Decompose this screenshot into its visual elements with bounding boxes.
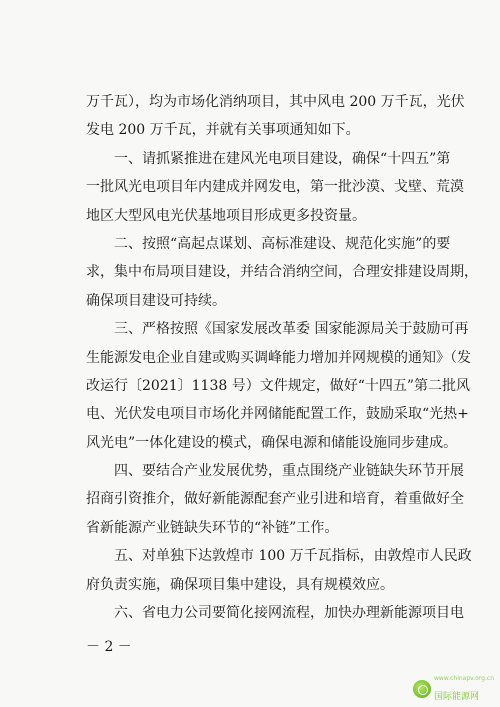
text-line: 一批风光电项目年内建成并网发电，第一批沙漠、戈壁、荒漠 xyxy=(86,179,464,195)
paragraph-6-start: 六、省电力公司要简化接网流程，加快办理新能源项目电 xyxy=(114,605,464,621)
text-line: 招商引资推介，做好新能源配套产业引进和培育，着重做好全 xyxy=(86,491,464,507)
text-line: 求，集中布局项目建设，并结合消纳空间，合理安排建设周期， xyxy=(86,264,478,280)
watermark-url: www.chinapv.org.cn xyxy=(434,675,494,682)
text-line: 风光电”一体化建设的模式，确保电源和储能设施同步建成。 xyxy=(86,435,458,451)
text-line: 改运行〔2021〕1138 号）文件规定，做好“十四五”第二批风 xyxy=(86,378,471,394)
globe-logo-icon xyxy=(413,680,431,698)
paragraph-5-start: 五、对单独下达敦煌市 100 万千瓦指标，由敦煌市人民政 xyxy=(114,548,472,564)
watermark-site-name: 国际能源网 xyxy=(434,692,480,702)
paragraph-4-start: 四、要结合产业发展优势，重点围绕产业链缺失环节开展 xyxy=(114,463,464,479)
paragraph-1-start: 一、请抓紧推进在建风光电项目建设，确保“十四五”第 xyxy=(114,151,451,167)
page-number: － 2 － xyxy=(86,639,132,655)
watermark-text xyxy=(434,674,494,703)
paragraph-2-start: 二、按照“高起点谋划、高标准建设、规范化实施”的要 xyxy=(114,236,451,252)
text-line: 地区大型风电光伏基地项目形成更多投资量。 xyxy=(86,208,366,224)
paragraph-3-start: 三、严格按照《国家发展改革委 国家能源局关于鼓励可再 xyxy=(114,321,469,337)
text-line: 确保项目建设可持续。 xyxy=(86,293,226,309)
text-line: 府负责实施，确保项目集中建设，具有规模效应。 xyxy=(86,577,394,593)
text-line: 省新能源产业链缺失环节的“补链”工作。 xyxy=(86,520,339,536)
text-line: 电、光伏发电项目市场化并网储能配置工作，鼓励采取“光热+ xyxy=(86,406,469,422)
text-line: 万千瓦），均为市场化消纳项目，其中风电 200 万千瓦，光伏 xyxy=(86,94,465,110)
text-line: 发电 200 万千瓦，并就有关事项通知如下。 xyxy=(86,122,360,138)
watermark xyxy=(413,674,494,703)
text-line: 生能源发电企业自建或购买调峰能力增加并网规模的通知》（发 xyxy=(86,350,471,366)
